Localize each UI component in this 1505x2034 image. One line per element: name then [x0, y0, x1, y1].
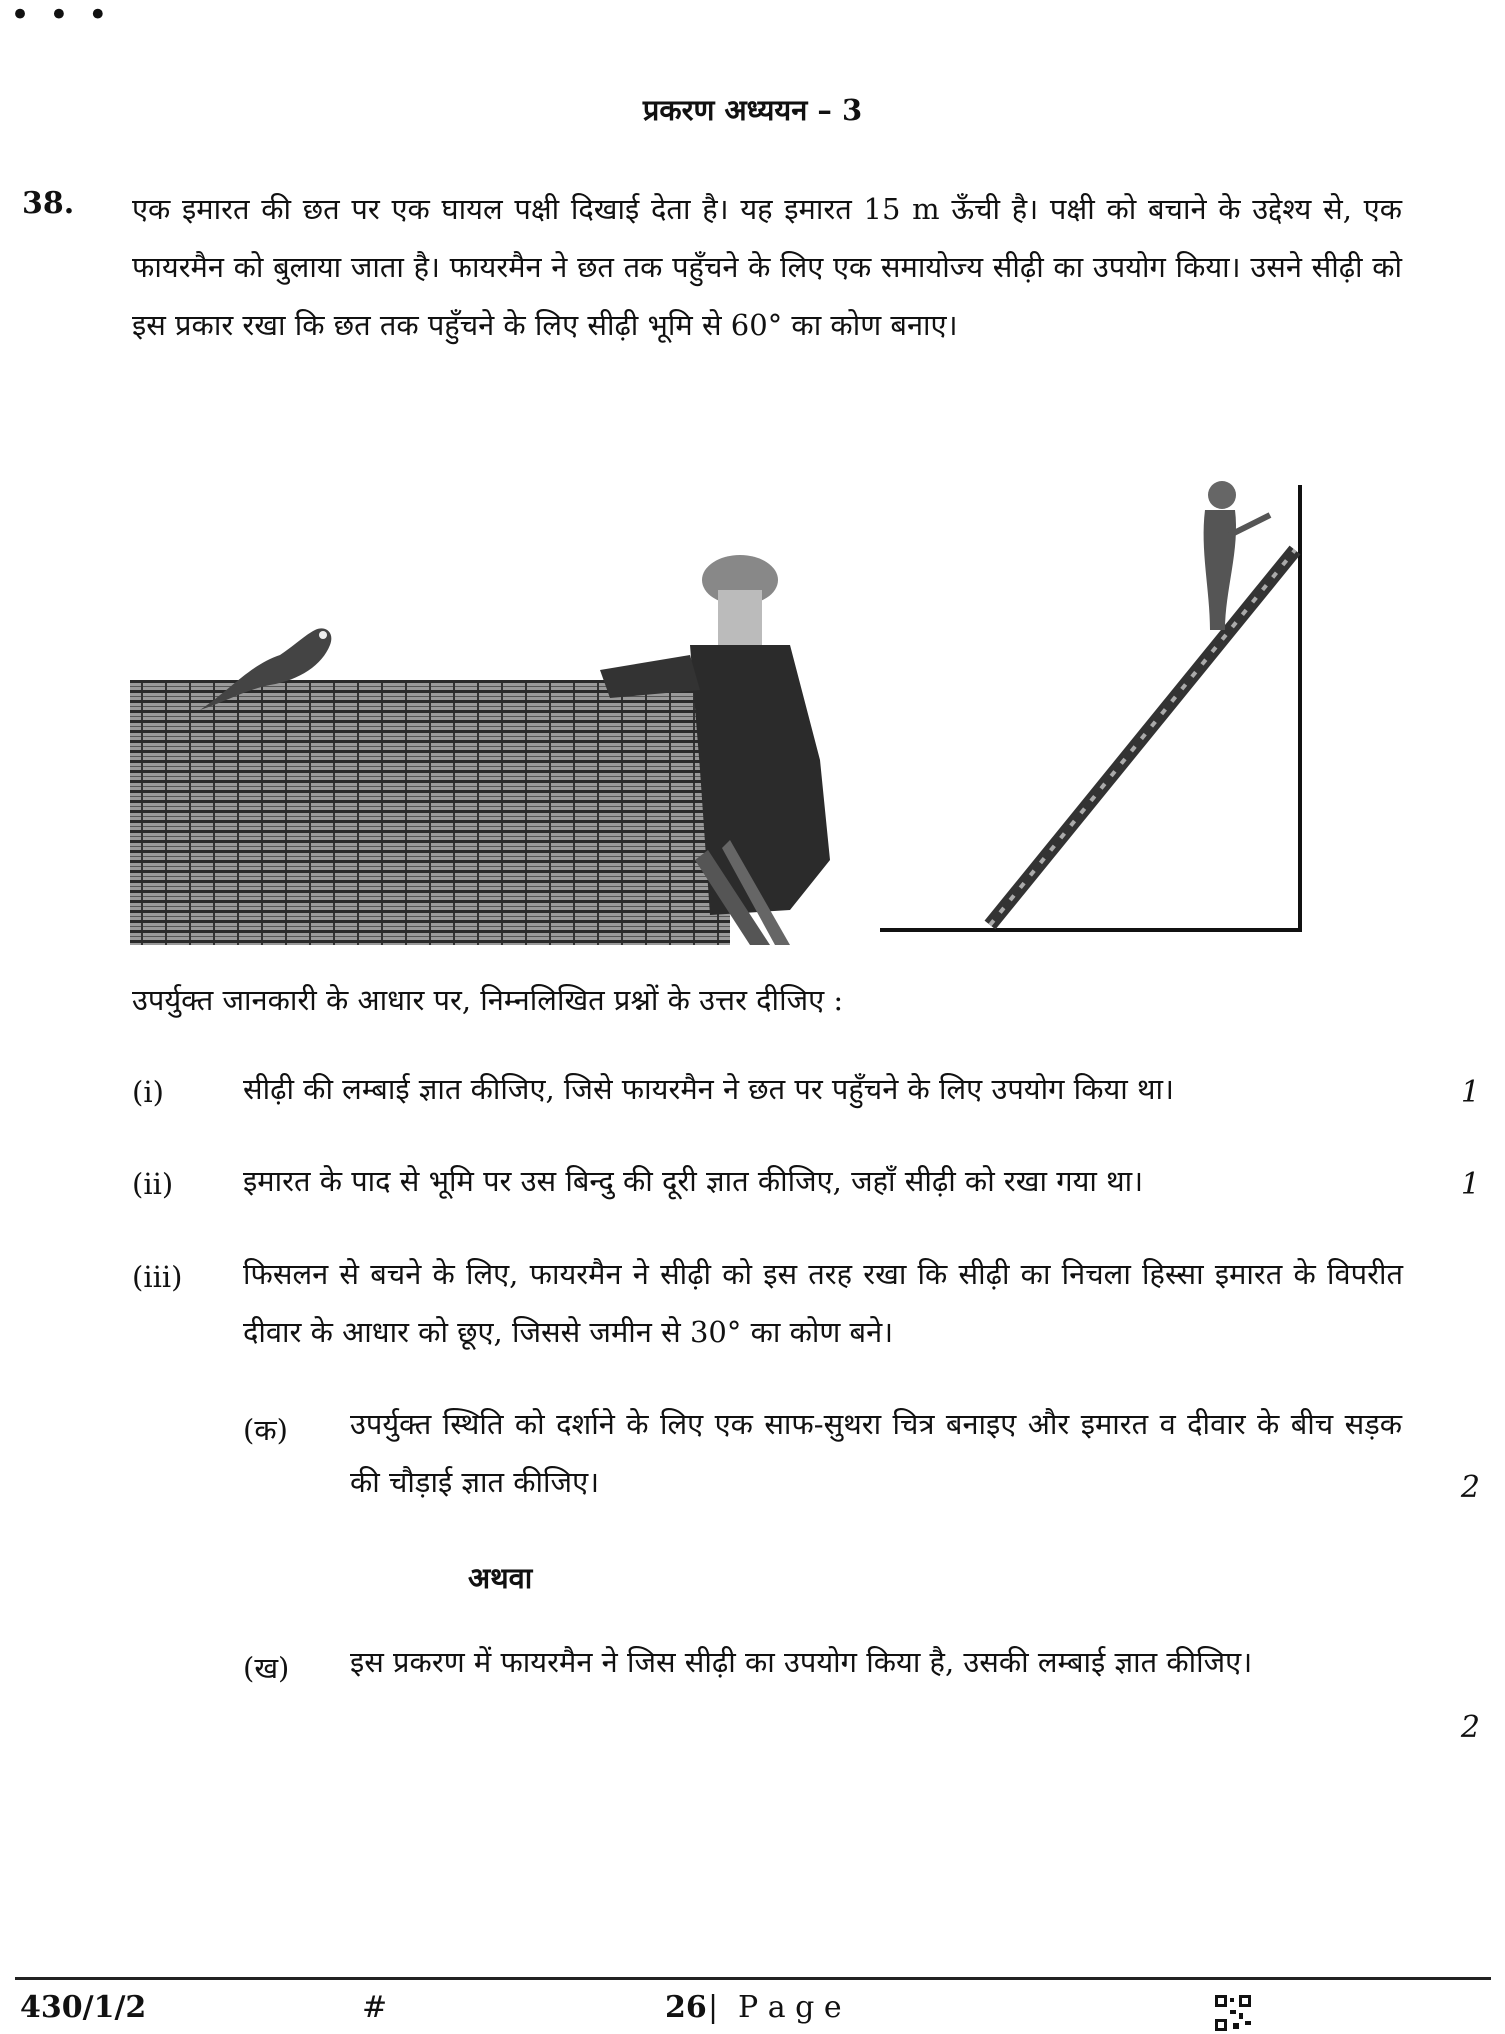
page-number: 26 — [665, 1990, 707, 2025]
question-number: 38. — [22, 186, 75, 221]
part-i-text: सीढ़ी की लम्बाई ज्ञात कीजिए, जिसे फायरमैन ने छत पर पहुँचने के लिए उपयोग किया था। — [243, 1072, 1175, 1106]
case-study-title: प्रकरण अध्ययन – 3 — [642, 93, 863, 127]
subpart-kha-text: इस प्रकरण में फायरमैन ने जिस सीढ़ी का उपयोग किया है, उसकी लम्बाई ज्ञात कीजिए। — [350, 1645, 1253, 1679]
footer-hash: # — [362, 1990, 388, 2025]
part-i-label: (i) — [132, 1075, 164, 1109]
roof-tiles — [130, 680, 730, 945]
paper-code: 430/1/2 — [20, 1990, 147, 2025]
ladder-diagram — [880, 481, 1302, 930]
subpart-ka-label: (क) — [243, 1413, 288, 1447]
firefighter-illustration — [130, 440, 1320, 960]
menu-dots-icon[interactable]: • • • — [10, 0, 112, 35]
page-word: P a g e — [738, 1990, 842, 2025]
part-ii-label: (ii) — [132, 1167, 174, 1201]
subpart-kha-marks: 2 — [1460, 1710, 1480, 1745]
subpart-ka-marks: 2 — [1460, 1470, 1480, 1505]
page-separator: | — [708, 1990, 719, 2025]
part-ii-marks: 1 — [1460, 1167, 1480, 1202]
part-iii-text: फिसलन से बचने के लिए, फायरमैन ने सीढ़ी को इस तरह रखा कि सीढ़ी का निचला हिस्सा इमारत के विपरीत दीवार के आधार को छूए, जिससे जमीन से 30° का कोण बने। — [243, 1257, 1403, 1349]
instruction-text: उपर्युक्त जानकारी के आधार पर, निम्नलिखित प्रश्नों के उत्तर दीजिए : — [132, 983, 844, 1017]
subpart-ka-text: उपर्युक्त स्थिति को दर्शाने के लिए एक साफ-सुथरा चित्र बनाइए और इमारत व दीवार के बीच सड़क की चौड़ाई ज्ञात कीजिए। — [350, 1407, 1402, 1499]
question-intro: एक इमारत की छत पर एक घायल पक्षी दिखाई देता है। यह इमारत 15 m ऊँची है। पक्षी को बचाने के उद्देश्य से, एक फायरमैन को बुलाया जाता है। फायरमैन ने छत तक पहुँचने के लिए एक समायोज्य सीढ़ी का उपयोग किया। उसने सीढ़ी को इस प्रकार रखा कि छत तक पहुँचने के लिए सीढ़ी भूमि से 60° का कोण बनाए। — [132, 192, 1402, 342]
part-ii-text: इमारत के पाद से भूमि पर उस बिन्दु की दूरी ज्ञात कीजिए, जहाँ सीढ़ी को रखा गया था। — [243, 1164, 1144, 1198]
qr-code-icon — [1215, 1995, 1251, 2031]
subpart-kha-label: (ख) — [243, 1651, 290, 1685]
footer-divider — [15, 1977, 1491, 1980]
part-iii-label: (iii) — [132, 1260, 183, 1294]
part-i-marks: 1 — [1460, 1075, 1480, 1110]
or-divider: अथवा — [468, 1561, 533, 1595]
